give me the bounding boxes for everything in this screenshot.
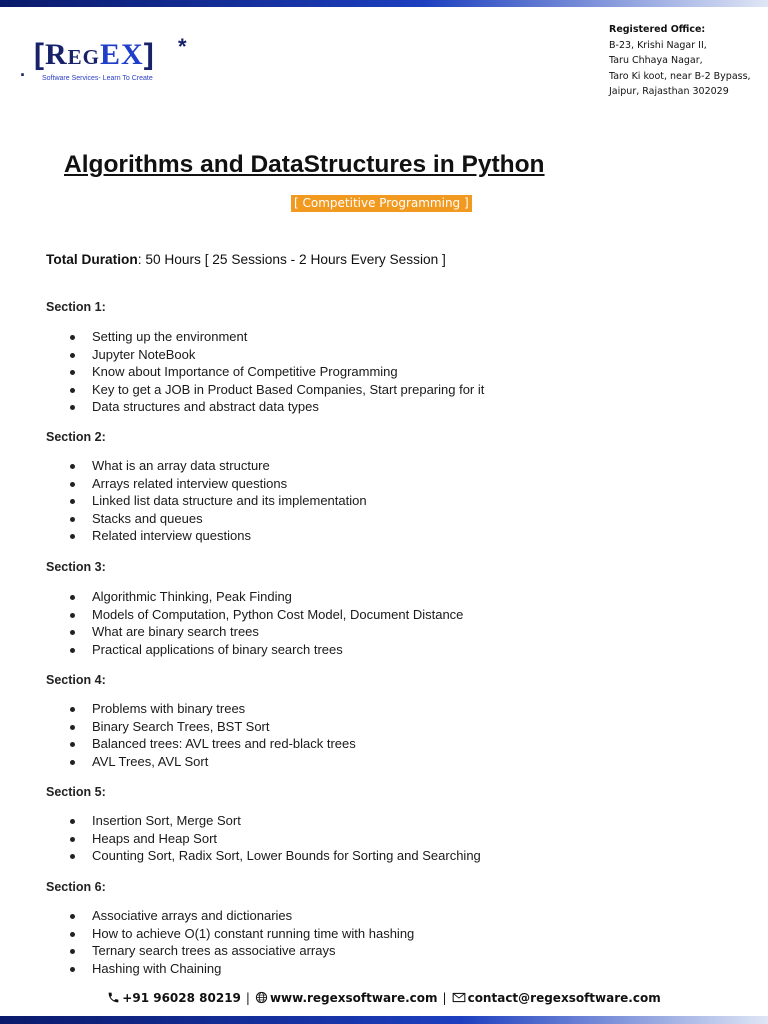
office-title: Registered Office: <box>609 24 706 35</box>
total-duration <box>46 252 446 267</box>
section-5-heading: Section 5: <box>46 785 106 799</box>
section-3-heading: Section 3: <box>46 560 106 574</box>
section-2-heading: Section 2: <box>46 430 106 444</box>
section-6-list <box>68 907 414 977</box>
list-item: Problems with binary trees <box>68 700 356 718</box>
logo-close-bracket: ] <box>143 38 155 71</box>
office-line: Jaipur, Rajasthan 302029 <box>609 86 729 97</box>
list-item: Binary Search Trees, BST Sort <box>68 718 356 736</box>
footer-email-link[interactable]: contact@regexsoftware.com <box>467 991 661 1005</box>
logo-tagline: Software Services- Learn To Create <box>42 75 153 82</box>
company-logo <box>20 34 200 88</box>
list-item: Heaps and Heap Sort <box>68 830 481 848</box>
list-item: Linked list data structure and its implementation <box>68 492 367 510</box>
office-line: B-23, Krishi Nagar II, <box>609 39 707 51</box>
logo-star: * <box>178 34 187 59</box>
section-5-list <box>68 812 481 865</box>
logo-text-re: Reg <box>45 38 101 71</box>
list-item: Insertion Sort, Merge Sort <box>68 812 481 830</box>
logo-open-bracket: [ <box>34 38 45 71</box>
list-item: Setting up the environment <box>68 328 484 346</box>
footer-separator: | <box>245 991 250 1005</box>
footer-phone[interactable]: +91 96028 80219 <box>122 991 241 1005</box>
list-item: How to achieve O(1) constant running time with hashing <box>68 925 414 943</box>
section-4-heading: Section 4: <box>46 673 106 687</box>
list-item: Hashing with Chaining <box>68 960 414 978</box>
list-item: What is an array data structure <box>68 457 367 475</box>
logo-text-ex: EX <box>100 38 144 71</box>
list-item: Associative arrays and dictionaries <box>68 907 414 925</box>
list-item: Algorithmic Thinking, Peak Finding <box>68 588 463 606</box>
duration-label: Total Duration <box>46 252 138 267</box>
list-item: Data structures and abstract data types <box>68 398 484 416</box>
contact-footer <box>0 991 768 1007</box>
list-item: AVL Trees, AVL Sort <box>68 753 356 771</box>
duration-value: : 50 Hours [ 25 Sessions - 2 Hours Every Session ] <box>137 252 446 267</box>
list-item: Practical applications of binary search trees <box>68 641 463 659</box>
section-3-list <box>68 588 463 658</box>
globe-icon <box>255 991 268 1007</box>
list-item: Key to get a JOB in Product Based Companies, Start preparing for it <box>68 381 484 399</box>
logo-dot: . <box>20 60 26 80</box>
section-1-list <box>68 328 484 416</box>
footer-separator: | <box>442 991 447 1005</box>
phone-icon <box>107 991 120 1007</box>
list-item: Balanced trees: AVL trees and red-black trees <box>68 735 356 753</box>
list-item: Models of Computation, Python Cost Model, Document Distance <box>68 606 463 624</box>
footer-band <box>0 1016 768 1024</box>
registered-office <box>609 22 764 100</box>
section-4-list <box>68 700 356 770</box>
list-item: Jupyter NoteBook <box>68 346 484 364</box>
list-item: Know about Importance of Competitive Programming <box>68 363 484 381</box>
course-subtitle-badge: [ Competitive Programming ] <box>291 195 472 212</box>
list-item: Stacks and queues <box>68 510 367 528</box>
footer-website-link[interactable]: www.regexsoftware.com <box>269 991 438 1005</box>
section-1-heading: Section 1: <box>46 300 106 314</box>
list-item: Counting Sort, Radix Sort, Lower Bounds for Sorting and Searching <box>68 847 481 865</box>
office-line: Taro Ki koot, near B-2 Bypass, <box>609 70 751 82</box>
logo-wordmark <box>34 38 155 74</box>
section-2-list <box>68 457 367 545</box>
list-item: Arrays related interview questions <box>68 475 367 493</box>
header-band <box>0 0 768 7</box>
list-item: Related interview questions <box>68 527 367 545</box>
envelope-icon <box>452 991 466 1007</box>
list-item: Ternary search trees as associative arrays <box>68 942 414 960</box>
list-item: What are binary search trees <box>68 623 463 641</box>
section-6-heading: Section 6: <box>46 880 106 894</box>
office-line: Taru Chhaya Nagar, <box>609 55 703 66</box>
document-title: Algorithms and DataStructures in Python <box>64 151 545 178</box>
